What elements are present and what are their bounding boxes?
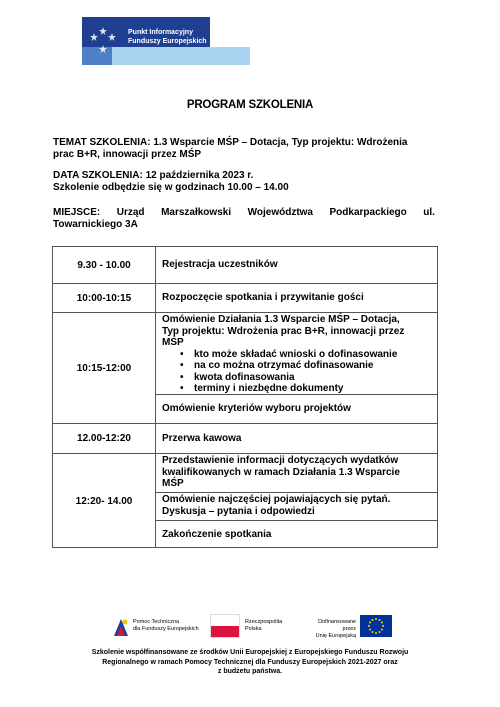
pt-line2: dla Funduszy Europejskich xyxy=(133,626,199,632)
table-row xyxy=(53,312,437,423)
place-word: ul. xyxy=(423,207,435,218)
footer-line1: Szkolenie współfinansowane ze środków Unii Europejskiej z Europejskiego Funduszu Rozwoju xyxy=(91,649,409,656)
time-cell: 12:20- 14.00 xyxy=(53,454,156,548)
pt-text xyxy=(133,619,199,633)
schedule-table xyxy=(52,246,438,548)
list-item: • kwota dofinasowania xyxy=(180,372,431,384)
date-paragraph xyxy=(53,170,435,194)
flag-white xyxy=(211,615,239,626)
place-word: Podkarpackiego xyxy=(329,207,407,218)
time-cell: 10:15-12:00 xyxy=(53,313,156,423)
ue-text xyxy=(308,619,356,640)
activity-cell xyxy=(156,494,437,517)
list-item: • na co można otrzymać dofinasowanie xyxy=(180,360,431,372)
ue-line2: Unię Europejską xyxy=(315,633,356,639)
activity-text: kwalifikowanych w ramach Działania 1.3 Wsparcie xyxy=(162,466,400,478)
footer-line2: Regionalnego w ramach Pomocy Technicznej dla Funduszy Europejskich 2021-2027 oraz xyxy=(102,658,398,666)
pife-logo xyxy=(82,17,250,65)
time-cell: 12.00-12:20 xyxy=(53,424,156,453)
topic-list xyxy=(180,349,431,395)
pomoc-techniczna-logo xyxy=(112,614,202,642)
activity-cell xyxy=(156,247,437,283)
page-title: PROGRAM SZKOLENIA xyxy=(186,99,314,111)
activity-cell xyxy=(156,395,437,423)
logo-text xyxy=(128,29,207,46)
rzeczpospolita-logo xyxy=(210,614,290,642)
place-line1 xyxy=(53,207,435,219)
activity-cell xyxy=(156,284,437,312)
logo-light-block xyxy=(112,47,250,65)
activity-cell xyxy=(156,424,437,453)
poland-flag-icon xyxy=(210,614,240,638)
eu-flag-icon xyxy=(360,615,392,637)
activity-text: Omówienie najczęściej pojawiających się pytań. xyxy=(162,494,391,505)
time-cell: 10:00-10:15 xyxy=(53,284,156,312)
place-word: Urząd xyxy=(116,207,145,218)
funding-footer xyxy=(40,648,460,677)
activity-text: Typ projektu: Wdrożenia prac B+R, innowacji przez xyxy=(162,325,405,337)
activity-text: Zakończenie spotkania xyxy=(162,529,272,541)
activity-text: Przerwa kawowa xyxy=(162,432,242,444)
flag-red xyxy=(211,626,239,637)
activity-cell xyxy=(156,455,437,490)
eu-funding-logo xyxy=(308,614,388,642)
rp-text xyxy=(245,619,282,633)
activity-text: Rozpoczęcie spotkania i przywitanie gości xyxy=(162,292,364,304)
place-word: MIEJSCE: xyxy=(53,207,101,218)
date-line2: Szkolenie odbędzie się w godzinach 10.00 – 14.00 xyxy=(53,182,289,193)
cell-divider xyxy=(156,492,437,493)
topic-line2: prac B+R, innowacji przez MŚP xyxy=(53,149,202,160)
activity-text: Przedstawienie informacji dotyczących wydatków xyxy=(162,455,399,466)
table-row xyxy=(53,283,437,312)
activity-text: Dyskusja – pytania i odpowiedzi xyxy=(162,505,315,517)
activity-cell xyxy=(156,314,437,395)
eu-stars-icon xyxy=(88,25,118,59)
place-line2: Towarnickiego 3A xyxy=(53,219,138,230)
rp-line2: Polska xyxy=(245,626,262,632)
rp-line1: Rzeczpospolita xyxy=(245,619,283,625)
list-item: • kto może składać wnioski o dofinasowanie xyxy=(180,349,431,361)
ue-line1: Dofinansowane przez xyxy=(318,619,356,632)
footer-line3: z budżetu państwa. xyxy=(217,668,283,675)
table-row xyxy=(53,247,437,283)
activity-text: Omówienie Działania 1.3 Wsparcie MŚP – Dotacja, xyxy=(162,314,400,325)
fe-logo-icon xyxy=(112,616,130,638)
table-row xyxy=(53,423,437,453)
activity-text: Omówienie kryteriów wyboru projektów xyxy=(162,403,351,415)
pt-line1: Pomoc Techniczna xyxy=(133,619,180,625)
place-word: Województwa xyxy=(247,207,313,218)
logo-line2: Funduszy Europejskich xyxy=(128,37,207,45)
place-paragraph xyxy=(53,207,435,231)
activity-cell xyxy=(156,521,437,549)
table-row xyxy=(53,453,437,548)
time-cell: 9.30 - 10.00 xyxy=(53,247,156,283)
activity-text: MŚP xyxy=(162,478,184,489)
date-line1: DATA SZKOLENIA: 12 października 2023 r. xyxy=(53,170,254,181)
activity-text: MŚP xyxy=(162,337,184,348)
topic-paragraph xyxy=(53,137,435,161)
place-word: Marszałkowski xyxy=(161,207,232,218)
logo-line1: Punkt Informacyjny xyxy=(128,29,193,36)
list-item: • terminy i niezbędne dokumenty xyxy=(180,383,431,395)
activity-text: Rejestracja uczestników xyxy=(162,259,278,271)
topic-line1: TEMAT SZKOLENIA: 1.3 Wsparcie MŚP – Dotacja, Typ projektu: Wdrożenia xyxy=(53,137,408,148)
